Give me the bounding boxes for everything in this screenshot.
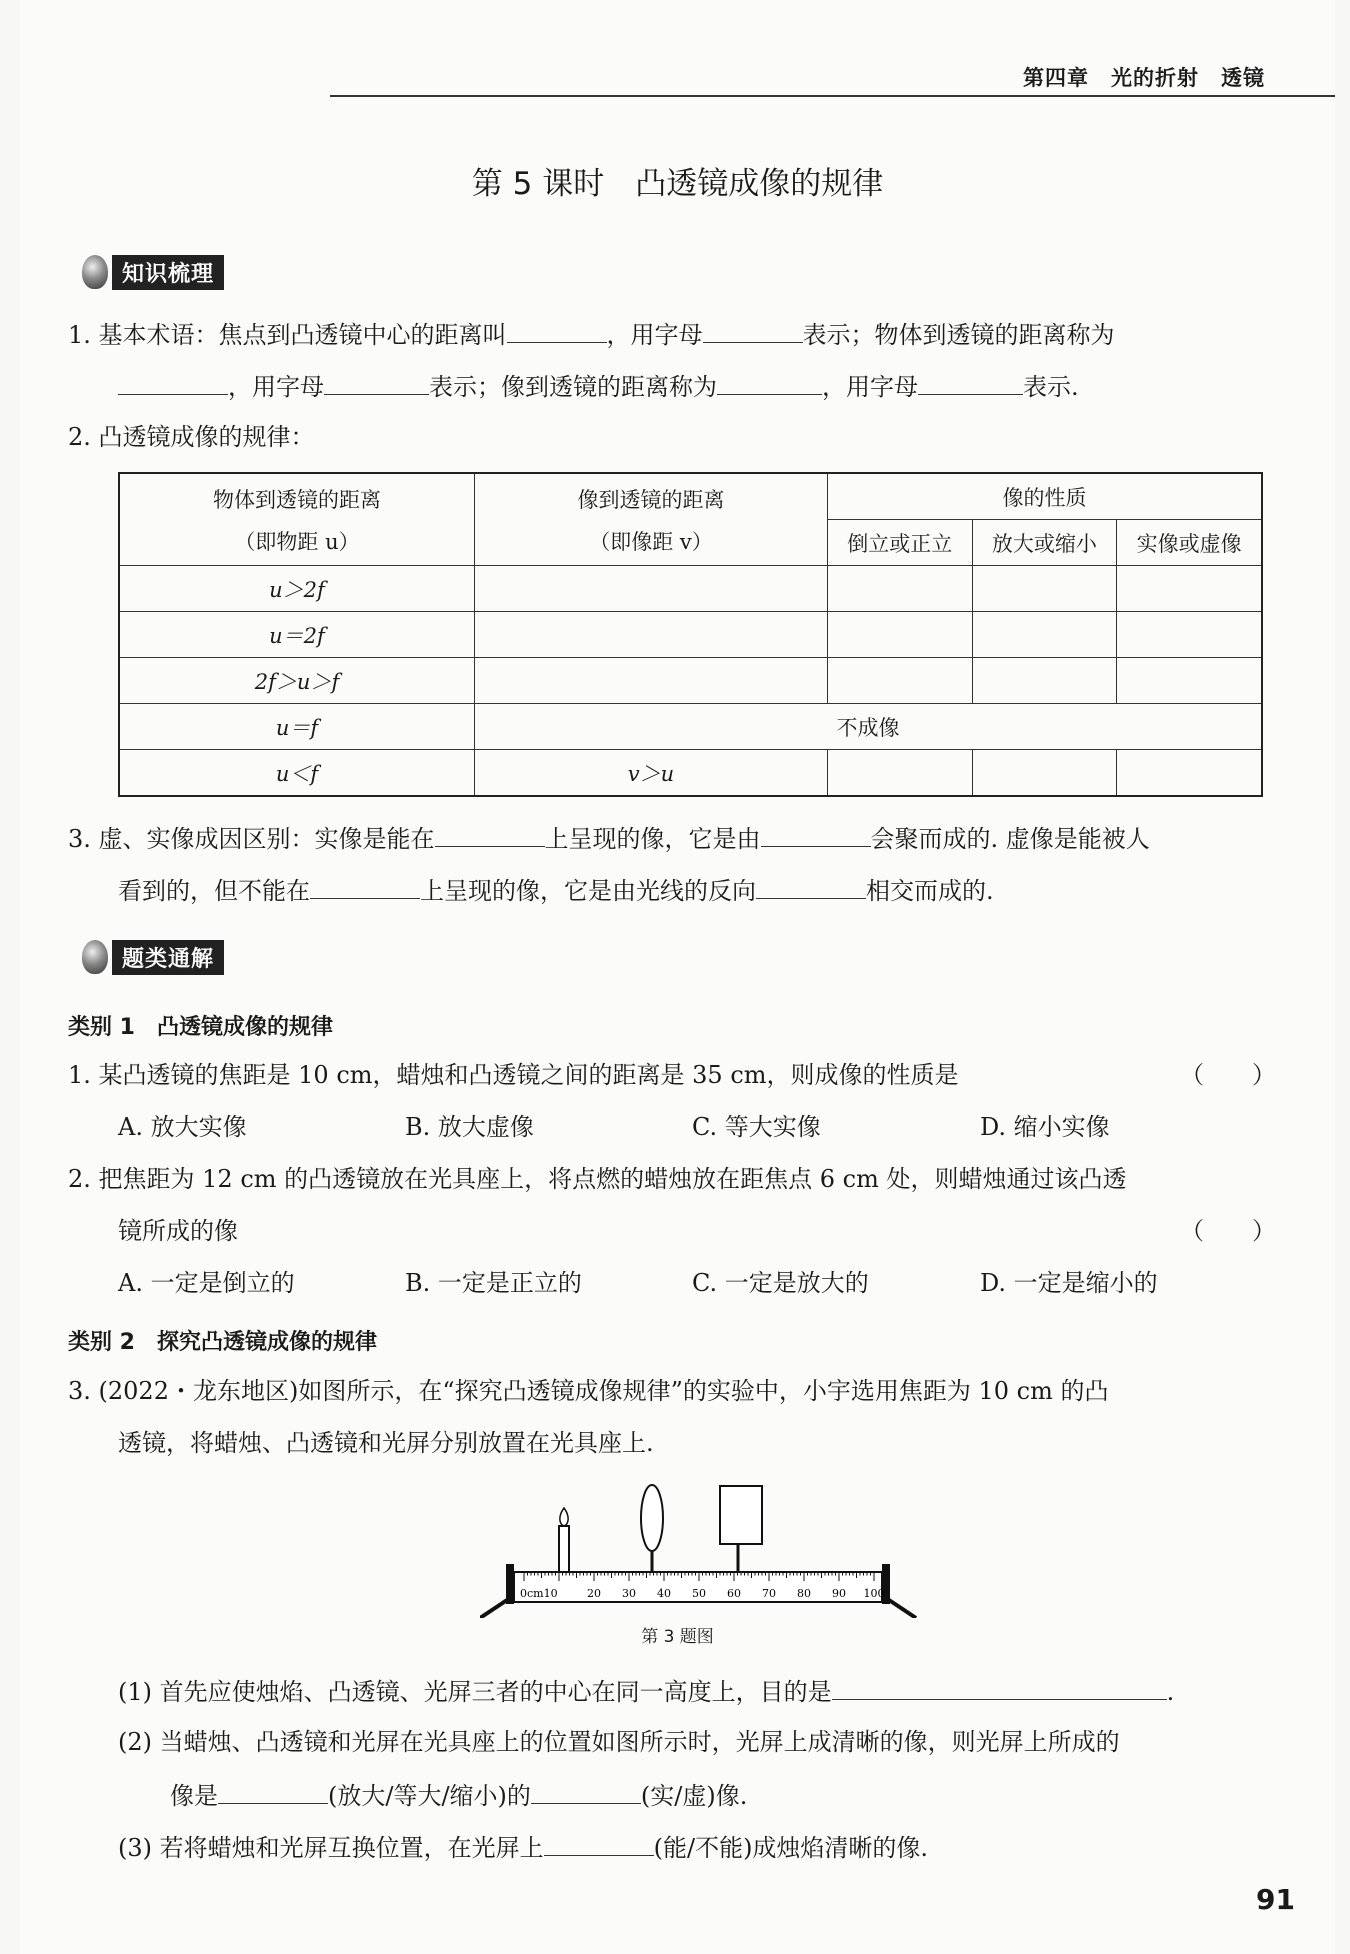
q1-stem: 1. 某凸透镜的焦距是 10 cm，蜡烛和凸透镜之间的距离是 35 cm，则成像的性质是 bbox=[68, 1061, 959, 1089]
light-screen bbox=[720, 1486, 762, 1544]
ruler-label: 70 bbox=[762, 1587, 776, 1600]
ruler-label: 0cm10 bbox=[520, 1587, 558, 1600]
category-1: 类别 1 凸透镜成像的规律 bbox=[68, 1015, 333, 1040]
q3-sub2: (2) 当蜡烛、凸透镜和光屏在光具座上的位置如图所示时，光屏上成清晰的像，则光屏上所成的 bbox=[118, 1728, 1120, 1756]
ruler-label: 80 bbox=[797, 1587, 811, 1600]
k2-label: 2. 凸透镜成像的规律： bbox=[68, 423, 315, 451]
table-row: u＞2f bbox=[119, 566, 1262, 612]
q2-option: B. 一定是正立的 bbox=[405, 1269, 582, 1297]
ruler-label: 40 bbox=[657, 1587, 671, 1600]
ruler-label: 90 bbox=[832, 1587, 846, 1600]
header-real-virtual: 实像或虚像 bbox=[1117, 520, 1262, 566]
header-image-distance: 像到透镜的距离 （即像距 v） bbox=[475, 473, 828, 566]
section-label: 题类通解 bbox=[112, 940, 224, 975]
q2-answer-paren: （ ） bbox=[1180, 1217, 1276, 1245]
category-2: 类别 2 探究凸透镜成像的规律 bbox=[68, 1330, 377, 1355]
q2-option: D. 一定是缩小的 bbox=[980, 1269, 1158, 1297]
q1-option: D. 缩小实像 bbox=[980, 1113, 1110, 1141]
q3-sub3: (3) 若将蜡烛和光屏互换位置，在光屏上 (能/不能)成烛焰清晰的像. bbox=[118, 1831, 928, 1863]
header-image-property: 像的性质 bbox=[828, 473, 1263, 520]
flame-icon bbox=[560, 1508, 568, 1526]
table-row: u＝2f bbox=[119, 612, 1262, 658]
ruler-label: 20 bbox=[587, 1587, 601, 1600]
q3-sub2-cont: 像是 (放大/等大/缩小)的 (实/虚)像. bbox=[170, 1779, 747, 1811]
page-number: 91 bbox=[1256, 1883, 1295, 1916]
chapter-header: 第四章 光的折射 透镜 bbox=[1023, 66, 1265, 90]
q3-stem-cont: 透镜，将蜡烛、凸透镜和光屏分别放置在光具座上. bbox=[118, 1429, 654, 1457]
bench-right-foot bbox=[886, 1598, 916, 1618]
convex-lens bbox=[641, 1485, 663, 1551]
q2-option: C. 一定是放大的 bbox=[692, 1269, 869, 1297]
q1-answer-paren: （ ） bbox=[1180, 1061, 1276, 1089]
section-practice bbox=[82, 937, 224, 977]
optical-bench-figure bbox=[480, 1468, 920, 1618]
candle bbox=[559, 1526, 569, 1572]
lightbulb-icon bbox=[82, 940, 108, 974]
ruler-label: 50 bbox=[692, 1587, 706, 1600]
ruler-label: 30 bbox=[622, 1587, 636, 1600]
imaging-rules-table bbox=[118, 472, 1263, 797]
header-object-distance: 物体到透镜的距离 （即物距 u） bbox=[119, 473, 475, 566]
table-row: u＜f v＞u bbox=[119, 750, 1262, 797]
section-label: 知识梳理 bbox=[112, 255, 224, 290]
lightbulb-icon bbox=[82, 255, 108, 289]
ruler-label: 60 bbox=[727, 1587, 741, 1600]
q3-sub1: (1) 首先应使烛焰、凸透镜、光屏三者的中心在同一高度上，目的是 . bbox=[118, 1675, 1174, 1707]
table-row: 2f＞u＞f bbox=[119, 658, 1262, 704]
k3-line2: 看到的，但不能在 上呈现的像，它是由光线的反向 相交而成的. bbox=[118, 874, 994, 906]
k1-line2: ，用字母 表示；像到透镜的距离称为 ，用字母 表示. bbox=[118, 370, 1079, 402]
q2-stem-cont: 镜所成的像 bbox=[118, 1217, 238, 1245]
ruler-label: 100 bbox=[863, 1587, 885, 1600]
q1-option: C. 等大实像 bbox=[692, 1113, 821, 1141]
lesson-title: 第 5 课时 凸透镜成像的规律 bbox=[471, 166, 884, 202]
q2-option: A. 一定是倒立的 bbox=[118, 1269, 295, 1297]
header-size: 放大或缩小 bbox=[972, 520, 1117, 566]
figure-caption: 第 3 题图 bbox=[641, 1627, 714, 1647]
bench-left-foot bbox=[480, 1598, 510, 1618]
q1-option: A. 放大实像 bbox=[118, 1113, 247, 1141]
k3-line1: 3. 虚、实像成因区别：实像是能在 上呈现的像，它是由 会聚而成的. 虚像是能被人 bbox=[68, 822, 1150, 854]
section-knowledge bbox=[82, 252, 224, 292]
k1-line1: 1. 基本术语：焦点到凸透镜中心的距离叫 ，用字母 表示；物体到透镜的距离称为 bbox=[68, 318, 1115, 350]
table-row: u＝f 不成像 bbox=[119, 704, 1262, 750]
header-rule bbox=[330, 95, 1335, 97]
q1-option: B. 放大虚像 bbox=[405, 1113, 534, 1141]
header-orientation: 倒立或正立 bbox=[828, 520, 973, 566]
q3-stem: 3. (2022・龙东地区)如图所示，在“探究凸透镜成像规律”的实验中，小宇选用焦距为 10 cm 的凸 bbox=[68, 1377, 1109, 1405]
q2-stem: 2. 把焦距为 12 cm 的凸透镜放在光具座上，将点燃的蜡烛放在距焦点 6 cm 处，则蜡烛通过该凸透 bbox=[68, 1165, 1127, 1193]
page bbox=[20, 0, 1335, 1954]
